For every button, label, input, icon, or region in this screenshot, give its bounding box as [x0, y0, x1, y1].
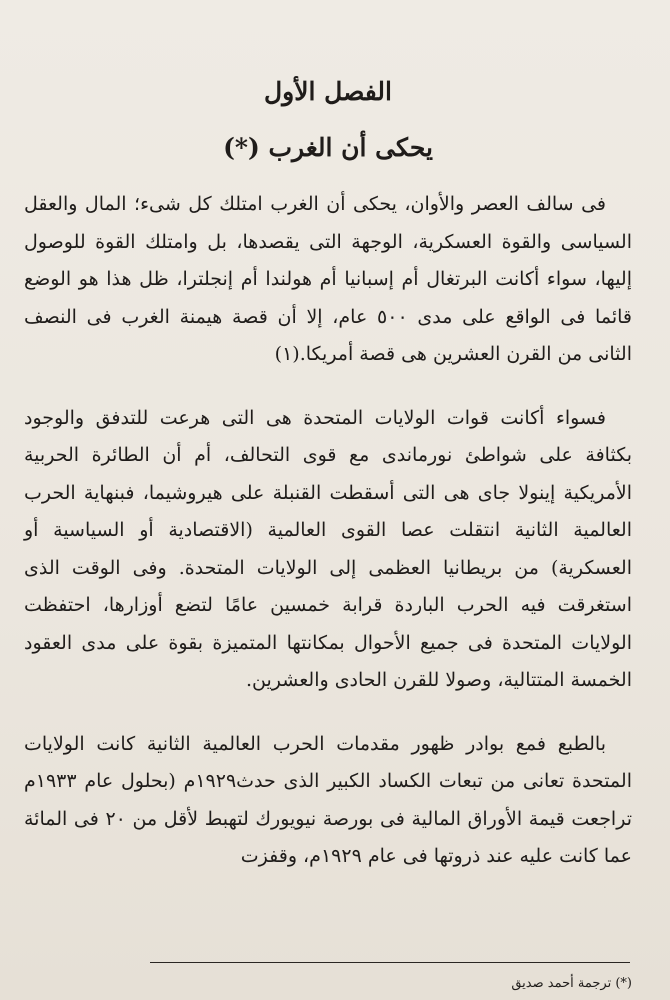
article-title: يحكى أن الغرب (*) — [223, 133, 433, 162]
paragraph-2: فسواء أكانت قوات الولايات المتحدة هى التى هرعت للتدفق والوجود بكثافة على شواطئ نورماندى مع قوى التحالف، أم أن الطائرة الحربية الأمريكية إينولا جاى هى التى أسقطت القنبلة على هيروشيما، فبنهاية الحرب العالمية الثانية انتقلت عصا القوى العالمية (الاقتصادية أو السياسية أو العسكرية) من بريطانيا العظمى إلى الولايات المتحدة. وفى الوقت الذى استغرقت فيه الحرب الباردة قرابة خمسين عامًا لتضع أوزارها، احتفظت الولايات المتحدة فى جميع الأحوال بمكانتها المتميزة بقوة على مدى العقود الخمسة المتتالية، وصولا للقرن الحادى والعشرين. — [24, 406, 632, 691]
paragraph-1: فى سالف العصر والأوان، يحكى أن الغرب امتلك كل شىء؛ المال والعقل السياسى والقوة العسكرية، الوجهة التى يقصدها، بل وامتلك القوة للوصول إليها، سواء أكانت البرتغال أم إسبانيا أم هولندا أم إنجلترا، ظل هذا هو الوضع قائما فى الواقع على مدى ٥٠٠ عام، إلا أن قصة هيمنة الغرب فى النصف الثانى من القرن العشرين هى قصة أمريكا.(١) — [24, 193, 632, 365]
paragraph-3: بالطبع فمع بوادر ظهور مقدمات الحرب العالمية الثانية كانت الولايات المتحدة تعانى من تبعات الكساد الكبير الذى حدث١٩٢٩م (بحلول عام ١٩٣٣م تراجعت قيمة الأوراق المالية فى بورصة نيويورك لتهبط لأقل من ٢٠ فى المائة عما كانت عليه عند ذروتها فى عام ١٩٢٩م، وقفزت — [24, 732, 632, 867]
footnote: (*) ترجمة أحمد صديق — [511, 976, 632, 991]
chapter-title: الفصل الأول — [264, 77, 392, 106]
footnote-divider — [150, 962, 630, 963]
